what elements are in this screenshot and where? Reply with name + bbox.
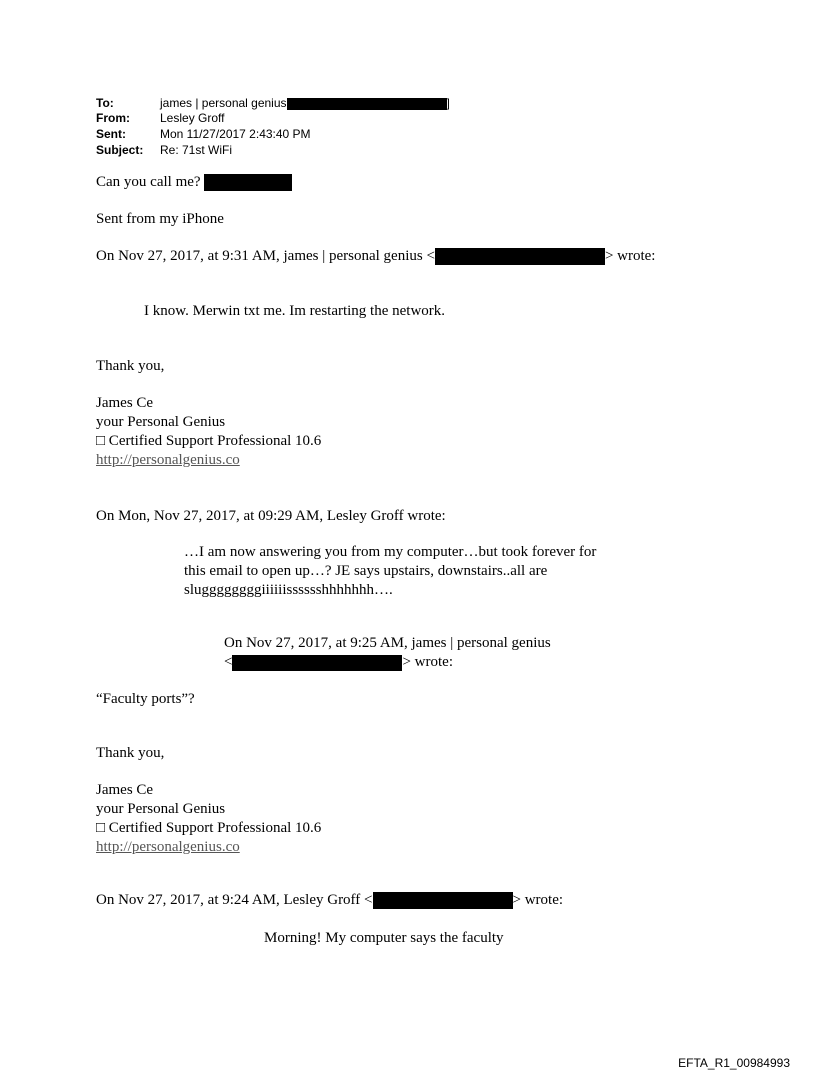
sig-cert: □ Certified Support Professional 10.6 — [96, 820, 322, 836]
sig-link[interactable]: http://personalgenius.co — [96, 452, 240, 468]
quote3-suffix: > wrote: — [402, 654, 453, 670]
redaction-box — [204, 174, 292, 191]
quote2-body — [184, 543, 596, 600]
subject-label: Subject: — [96, 143, 144, 157]
sent-label: Sent: — [96, 127, 126, 141]
faculty-ports-line: “Faculty ports”? — [96, 691, 195, 707]
signature-block-1 — [96, 394, 321, 470]
morning-line: Morning! My computer says the faculty — [264, 930, 504, 946]
subject-value: Re: 71st WiFi — [160, 143, 233, 157]
quote3-line2 — [224, 653, 551, 672]
header-sent-row — [96, 127, 311, 142]
quote4-prefix: On Nov 27, 2017, at 9:24 AM, Lesley Groff < — [96, 892, 373, 908]
header-from-row — [96, 111, 224, 126]
sent-value: Mon 11/27/2017 2:43:40 PM — [160, 127, 311, 141]
from-value: Lesley Groff — [160, 111, 225, 125]
call-me-text: Can you call me? — [96, 174, 201, 190]
sent-from-line: Sent from my iPhone — [96, 211, 224, 227]
sig-title: your Personal Genius — [96, 801, 226, 817]
sig-name: James Ce — [96, 395, 154, 411]
call-me-line — [96, 173, 292, 191]
quote3-header — [224, 634, 551, 672]
thanks-line-1: Thank you, — [96, 358, 165, 374]
quote2-line: …I am now answering you from my computer…but took forever for — [184, 544, 597, 560]
redaction-box — [373, 892, 513, 909]
quote2-line: sluggggggggiiiiiisssssshhhhhhh…. — [184, 582, 393, 598]
redaction-box — [287, 98, 447, 110]
sig-link[interactable]: http://personalgenius.co — [96, 839, 240, 855]
quote1-prefix: On Nov 27, 2017, at 9:31 AM, james | personal genius < — [96, 248, 435, 264]
thanks-line-2: Thank you, — [96, 745, 165, 761]
header-subject-row — [96, 143, 232, 158]
to-tail: ] — [446, 96, 450, 110]
quote4-header — [96, 891, 563, 909]
sig-name: James Ce — [96, 782, 154, 798]
from-label: From: — [96, 111, 130, 125]
quote3-prefix: < — [224, 654, 233, 670]
redaction-box — [435, 248, 605, 265]
quote1-suffix: > wrote: — [604, 248, 656, 264]
document-id: EFTA_R1_00984993 — [678, 1056, 790, 1070]
quote2-header: On Mon, Nov 27, 2017, at 09:29 AM, Lesley Groff wrote: — [96, 508, 446, 524]
redaction-box — [232, 655, 402, 671]
quote2-line: this email to open up…? JE says upstairs, downstairs..all are — [184, 563, 548, 579]
header-to-row — [96, 96, 450, 111]
quote3-line: On Nov 27, 2017, at 9:25 AM, james | personal genius — [224, 635, 551, 651]
sig-cert: □ Certified Support Professional 10.6 — [96, 433, 322, 449]
reply-network-line: I know. Merwin txt me. Im restarting the network. — [144, 303, 446, 319]
sig-title: your Personal Genius — [96, 414, 226, 430]
to-label: To: — [96, 96, 114, 110]
to-value: james | personal genius — [160, 96, 287, 110]
signature-block-2 — [96, 781, 321, 857]
quote1-header — [96, 247, 655, 265]
quote4-suffix: > wrote: — [512, 892, 564, 908]
